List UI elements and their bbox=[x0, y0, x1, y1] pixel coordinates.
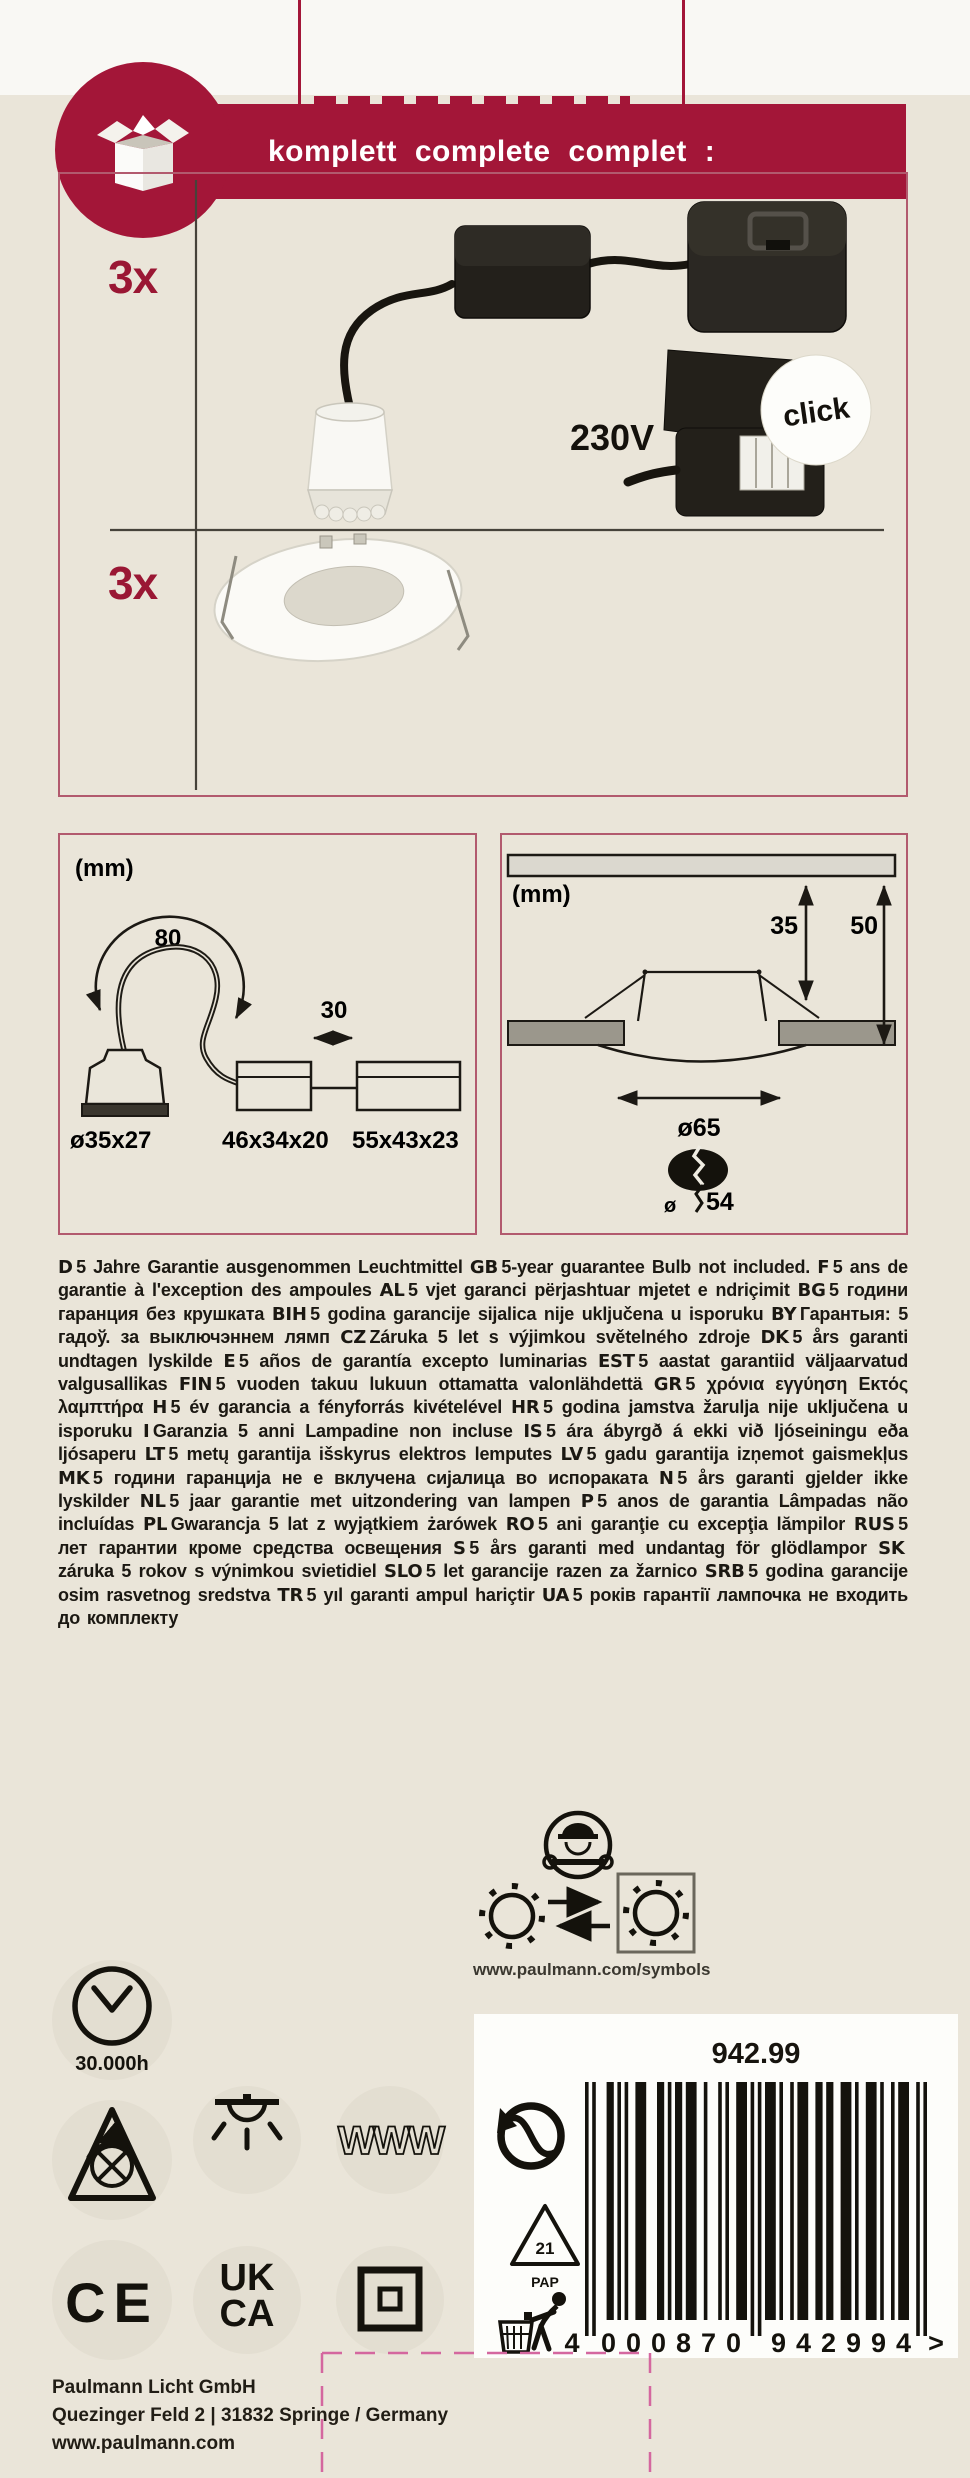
dimensions-drawing-components bbox=[58, 833, 478, 1235]
svg-text:PAP: PAP bbox=[531, 2274, 559, 2290]
unit-label-left: (mm) bbox=[75, 855, 134, 882]
header-label: komplett complete complet : bbox=[268, 135, 716, 168]
driver-box-photo bbox=[455, 226, 590, 318]
cable-length-label: 80 bbox=[154, 925, 182, 952]
driver-size-label: 46x34x20 bbox=[222, 1127, 329, 1154]
recess-depth-label: 35 bbox=[770, 912, 798, 940]
pap-recycle-icon bbox=[512, 2206, 578, 2290]
set2-quantity: 3x bbox=[108, 557, 158, 609]
led-module-drawing bbox=[82, 1050, 168, 1116]
junction-size-label: 55x43x23 bbox=[352, 1127, 459, 1154]
mounting-ring-photo bbox=[208, 527, 468, 672]
led-module-photo bbox=[308, 403, 392, 522]
junction-box-photo bbox=[688, 202, 846, 332]
item-number: 942.99 bbox=[711, 2038, 801, 2070]
svg-text:4: 4 bbox=[564, 2328, 580, 2358]
tidyman-icon bbox=[500, 2292, 566, 2352]
manufacturer-address: Quezinger Feld 2 | 31832 Springe / Germany bbox=[52, 2405, 449, 2426]
guarantee-text: D 5 Jahre Garantie ausgenommen Leuchtmittel GB 5-year guarantee Bulb not included. F 5 ans de garantie à l'exception des ampoules AL 5 vjet garanci përjashtuar mjetet e ndriçimit BG 5 години гаранция без крушката BIH 5 godina garancije sijalica nije uključena u isporuku BY Гарантыя: 5 гадоў. за выключэннем лямп CZ Záruka 5 let s výjimkou světelného zdroje DK 5 års garanti undtagen lyskilde E 5 años de garantía excepto luminarias EST 5 aastat garantiid väljaarvatud valgusallikas FIN 5 vuoden takuu lukuun ottamatta valonlähdettä GR 5 χρόνια εγγύηση Εκτός λαμπτήρα H 5 év garancia a fényforrás kivételével HR 5 godina jamstva žarulja nije uključena u isporuku I Garanzia 5 anni Lampadine non incluse IS 5 ára ábyrgð á ekki við ljóseiningu eða ljósaperu LT 5 metų garantija išskyrus elektros lemputes LV 5 gadu garantija izņemot gaismekļus MK 5 години гаранција не е вклучена сијалица во испораката N 5 års garanti gjelder ikke lyskilder NL 5 jaar garantie met uitzondering van lampen P 5 anos de garantia Lâmpadas não incluídas PL Gwarancja 5 lat z wyjątkiem żarówek RO 5 ani garanţie cu excepţia lămpilor RUS 5 лет гарантии кроме средства освещения S 5 års garanti med undantag för glödlampor SK záruka 5 rokov s výnimkou svietidiel SLO 5 let garancije razen za žarnico SRB 5 godina garancije osim rasvetnog sredstva TR 5 yıl garanti ampul hariçtir UA 5 років гарантії лампочка не входить до комплекту bbox=[58, 1257, 909, 1629]
bulb-swap-icon bbox=[482, 1874, 694, 1952]
manufacturer-block bbox=[52, 2374, 448, 2458]
dimensions-drawing-installation bbox=[500, 833, 908, 1235]
driver-drawing bbox=[237, 1062, 311, 1110]
voltage-label: 230V bbox=[570, 417, 655, 458]
svg-text:000870: 000870 bbox=[601, 2328, 741, 2358]
svg-text:21: 21 bbox=[535, 2239, 555, 2258]
perforation-marks bbox=[314, 96, 630, 104]
junction-drawing bbox=[357, 1062, 460, 1110]
www-icon: WWW bbox=[337, 2119, 443, 2163]
lamp-size-label: ø35x27 bbox=[70, 1127, 152, 1154]
contents-illustrations bbox=[58, 172, 908, 798]
symbols-url: www.paulmann.com/symbols bbox=[473, 1960, 711, 1979]
manufacturer-name: Paulmann Licht GmbH bbox=[52, 2377, 256, 2398]
unit-label-right: (mm) bbox=[512, 881, 571, 908]
svg-text:UK: UK bbox=[219, 2257, 275, 2299]
svg-text:CA: CA bbox=[219, 2293, 275, 2335]
ukca-mark bbox=[220, 2257, 275, 2335]
cut-line-right bbox=[682, 0, 685, 106]
barcode bbox=[585, 2082, 927, 2336]
connector-gap-label: 30 bbox=[320, 997, 348, 1024]
recessed-fixture-drawing bbox=[508, 970, 895, 1062]
hole-symbol-label: ø bbox=[664, 1195, 677, 1217]
ce-mark: CE bbox=[65, 2271, 159, 2334]
ceiling-drawing bbox=[508, 855, 895, 876]
click-badge bbox=[761, 355, 871, 465]
set1-quantity: 3x bbox=[108, 251, 158, 303]
installer-icon bbox=[544, 1813, 612, 1877]
click-label: click bbox=[781, 391, 852, 434]
hole-diameter-label: 54 bbox=[706, 1188, 734, 1216]
lifetime-label: 30.000h bbox=[75, 2053, 149, 2075]
svg-text:942994: 942994 bbox=[771, 2328, 911, 2358]
certification-icons bbox=[40, 1950, 470, 2362]
barcode-panel-graphics bbox=[474, 2014, 958, 2358]
green-dot-icon bbox=[497, 2106, 561, 2166]
cut-line-left bbox=[298, 0, 301, 106]
cutout-diameter-label: ø65 bbox=[677, 1114, 721, 1142]
svg-text:>: > bbox=[928, 2328, 944, 2358]
manufacturer-website: www.paulmann.com bbox=[52, 2433, 235, 2454]
install-depth-label: 50 bbox=[850, 912, 878, 940]
